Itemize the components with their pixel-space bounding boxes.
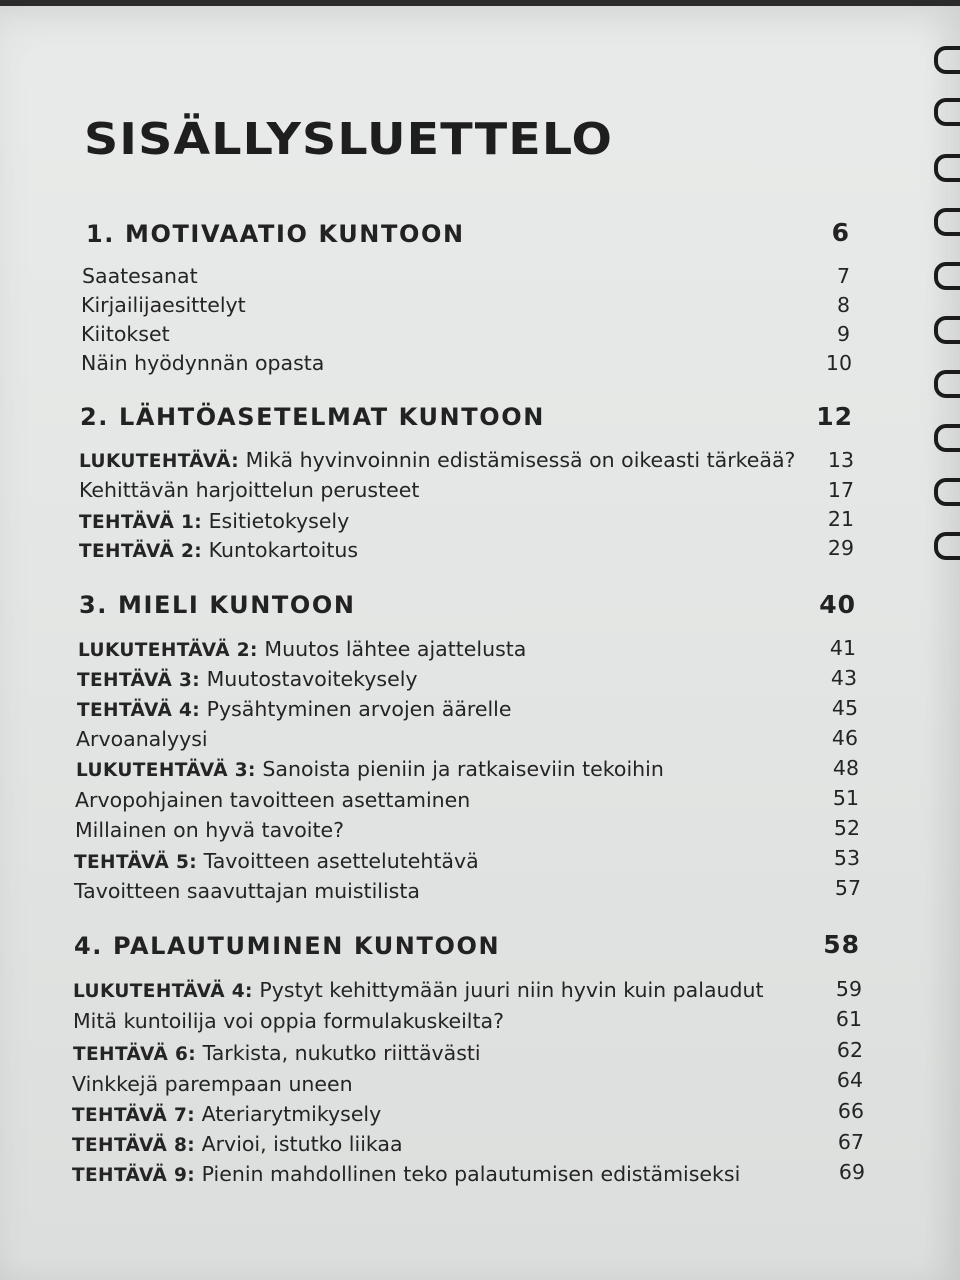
- entry-page-number: 8: [836, 293, 850, 317]
- entry-page-number: 62: [836, 1038, 863, 1062]
- toc-entry: Kirjailijaesittelyt: [81, 293, 246, 317]
- binding-ring: [934, 46, 960, 74]
- toc-entry: Saatesanat: [82, 264, 198, 288]
- toc-entry: Arvoanalyysi: [76, 727, 208, 751]
- toc-entry: LUKUTEHTÄVÄ: Mikä hyvinvoinnin edistämisessä on oikeasti tärkeää?: [79, 448, 796, 472]
- binding-ring: [934, 316, 960, 344]
- toc-entry: TEHTÄVÄ 9: Pienin mahdollinen teko palautumisen edistämiseksi: [72, 1162, 741, 1186]
- binding-ring: [934, 262, 960, 290]
- entry-page-number: 67: [837, 1130, 864, 1154]
- entry-page-number: 21: [827, 507, 854, 531]
- toc-entry: TEHTÄVÄ 2: Kuntokartoitus: [79, 538, 359, 562]
- toc-entry: LUKUTEHTÄVÄ 3: Sanoista pieniin ja ratkaiseviin tekoihin: [76, 757, 664, 781]
- entry-page-number: 45: [831, 696, 858, 720]
- toc-entry: TEHTÄVÄ 8: Arvioi, istutko liikaa: [72, 1132, 403, 1156]
- entry-page-number: 9: [836, 322, 850, 346]
- book-page: [0, 6, 960, 1280]
- entry-page-number: 64: [836, 1068, 863, 1092]
- section-heading: 1. MOTIVAATIO KUNTOON: [86, 220, 465, 248]
- toc-entry: Kehittävän harjoittelun perusteet: [79, 478, 420, 502]
- entry-page-number: 7: [836, 264, 850, 288]
- entry-page-number: 41: [829, 636, 856, 660]
- toc-entry: Mitä kuntoilija voi oppia formulakuskeilta?: [73, 1009, 504, 1033]
- page-title: SISÄLLYSLUETTELO: [84, 114, 613, 165]
- section-heading: 3. MIELI KUNTOON: [79, 591, 356, 619]
- section-page-number: 6: [831, 218, 850, 247]
- entry-page-number: 52: [833, 816, 860, 840]
- entry-page-number: 17: [827, 478, 854, 502]
- spiral-binding: [932, 36, 960, 596]
- binding-ring: [934, 532, 960, 560]
- entry-page-number: 51: [832, 786, 859, 810]
- entry-page-number: 59: [835, 977, 862, 1001]
- binding-ring: [934, 98, 960, 126]
- entry-page-number: 66: [837, 1099, 864, 1123]
- binding-ring: [934, 424, 960, 452]
- entry-page-number: 43: [830, 666, 857, 690]
- toc-entry: LUKUTEHTÄVÄ 4: Pystyt kehittymään juuri niin hyvin kuin palaudut: [73, 978, 764, 1002]
- toc-entry: TEHTÄVÄ 4: Pysähtyminen arvojen äärelle: [77, 697, 512, 721]
- toc-entry: Millainen on hyvä tavoite?: [75, 818, 345, 842]
- toc-entry: LUKUTEHTÄVÄ 2: Muutos lähtee ajattelusta: [78, 637, 527, 661]
- section-page-number: 58: [823, 930, 860, 959]
- section-heading: 4. PALAUTUMINEN KUNTOON: [74, 932, 501, 960]
- binding-ring: [934, 208, 960, 236]
- entry-page-number: 48: [832, 756, 859, 780]
- toc-entry: TEHTÄVÄ 7: Ateriarytmikysely: [72, 1102, 382, 1126]
- binding-ring: [934, 370, 960, 398]
- entry-page-number: 53: [833, 846, 860, 870]
- binding-ring: [934, 154, 960, 182]
- section-page-number: 12: [816, 402, 853, 431]
- section-page-number: 40: [819, 590, 856, 619]
- toc-entry: TEHTÄVÄ 3: Muutostavoitekysely: [77, 667, 418, 691]
- section-heading: 2. LÄHTÖASETELMAT KUNTOON: [80, 403, 545, 431]
- toc-entry: Vinkkejä parempaan uneen: [72, 1072, 353, 1096]
- toc-entry: TEHTÄVÄ 6: Tarkista, nukutko riittävästi: [73, 1041, 481, 1065]
- toc-entry: Tavoitteen saavuttajan muistilista: [74, 879, 420, 903]
- binding-ring: [934, 478, 960, 506]
- toc-entry: Näin hyödynnän opasta: [81, 351, 325, 375]
- entry-page-number: 69: [838, 1160, 865, 1184]
- entry-page-number: 10: [825, 351, 852, 375]
- entry-page-number: 13: [827, 448, 854, 472]
- entry-page-number: 46: [831, 726, 858, 750]
- toc-entry: Kiitokset: [81, 322, 170, 346]
- toc-entry: Arvopohjainen tavoitteen asettaminen: [75, 788, 471, 812]
- entry-page-number: 29: [827, 536, 854, 560]
- entry-page-number: 57: [834, 876, 861, 900]
- toc-entry: TEHTÄVÄ 5: Tavoitteen asettelutehtävä: [74, 849, 479, 873]
- entry-page-number: 61: [835, 1007, 862, 1031]
- toc-entry: TEHTÄVÄ 1: Esitietokysely: [79, 509, 350, 533]
